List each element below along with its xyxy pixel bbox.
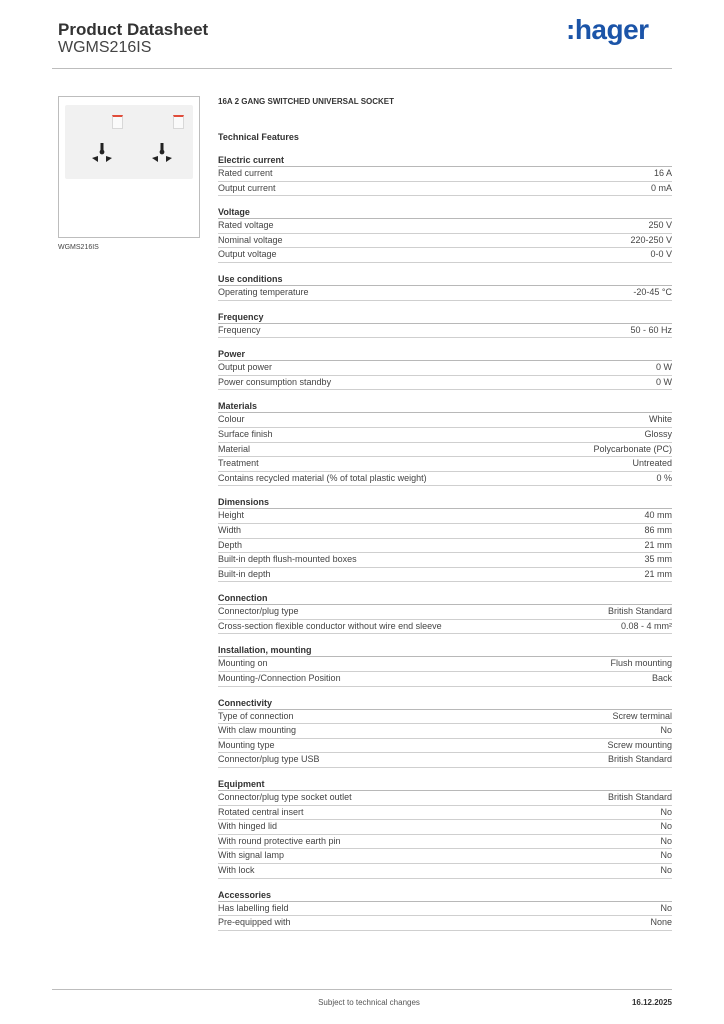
- spec-section: [218, 496, 672, 582]
- section-title: Power: [218, 348, 672, 361]
- header-divider: [52, 68, 672, 69]
- spec-label: With round protective earth pin: [218, 835, 341, 846]
- spec-label: Rotated central insert: [218, 806, 304, 817]
- spec-row: [218, 710, 672, 725]
- spec-label: Width: [218, 524, 242, 535]
- footer-divider: [52, 989, 672, 990]
- spec-label: Pre-equipped with: [218, 917, 291, 928]
- spec-value: Glossy: [644, 428, 672, 439]
- spec-value: No: [660, 835, 672, 846]
- spec-label: With claw mounting: [218, 725, 297, 736]
- spec-label: Colour: [218, 414, 245, 425]
- socket-outlet-right-icon: [149, 141, 175, 167]
- spec-section: [218, 400, 672, 486]
- spec-row: [218, 753, 672, 768]
- spec-row: [218, 902, 672, 917]
- spec-section: [218, 889, 672, 931]
- spec-value: Flush mounting: [610, 658, 672, 669]
- spec-value: 0 %: [656, 472, 672, 483]
- spec-value: British Standard: [607, 754, 672, 765]
- footer-note: Subject to technical changes: [318, 998, 420, 1007]
- spec-section: [218, 348, 672, 390]
- document-title: Product Datasheet: [58, 20, 209, 39]
- spec-section: [218, 273, 672, 301]
- spec-row: [218, 672, 672, 687]
- spec-label: Connector/plug type socket outlet: [218, 792, 352, 803]
- spec-row: [218, 657, 672, 672]
- spec-label: Connector/plug type USB: [218, 754, 320, 765]
- rocker-switch-right: [173, 115, 184, 129]
- spec-value: 86 mm: [644, 524, 672, 535]
- image-caption: WGMS216IS: [58, 244, 99, 251]
- spec-label: Frequency: [218, 324, 261, 335]
- spec-row: [218, 167, 672, 182]
- spec-label: Rated current: [218, 168, 273, 178]
- spec-row: [218, 472, 672, 487]
- spec-label: Treatment: [218, 458, 259, 469]
- spec-label: Material: [218, 443, 251, 454]
- section-title: Equipment: [218, 778, 672, 791]
- spec-row: [218, 539, 672, 554]
- spec-value: None: [650, 917, 672, 928]
- section-title: Voltage: [218, 206, 672, 219]
- spec-label: Operating temperature: [218, 286, 309, 297]
- spec-value: No: [660, 806, 672, 817]
- spec-value: No: [660, 850, 672, 861]
- spec-value: 0 mA: [650, 182, 672, 193]
- spec-value: -20-45 °C: [633, 286, 672, 297]
- spec-row: [218, 509, 672, 524]
- section-title: Materials: [218, 400, 672, 413]
- spec-label: Output voltage: [218, 249, 277, 260]
- spec-value: 50 - 60 Hz: [630, 324, 672, 335]
- spec-value: 35 mm: [644, 554, 672, 565]
- technical-features-heading: Technical Features: [218, 132, 299, 142]
- spec-label: Connector/plug type: [218, 606, 299, 617]
- brand-logo: :hager: [566, 14, 649, 45]
- spec-row: [218, 916, 672, 931]
- spec-row: [218, 524, 672, 539]
- spec-section: [218, 154, 672, 196]
- spec-row: [218, 234, 672, 249]
- spec-row: [218, 820, 672, 835]
- spec-value: Polycarbonate (PC): [593, 443, 672, 454]
- spec-row: [218, 248, 672, 263]
- spec-row: [218, 724, 672, 739]
- section-title: Electric current: [218, 154, 672, 167]
- spec-value: Back: [651, 673, 672, 684]
- spec-row: [218, 428, 672, 443]
- spec-row: [218, 182, 672, 197]
- spec-row: [218, 806, 672, 821]
- spec-row: [218, 849, 672, 864]
- product-code: WGMS216IS: [58, 39, 152, 56]
- spec-label: With lock: [218, 865, 255, 875]
- spec-row: [218, 835, 672, 850]
- spec-row: [218, 553, 672, 568]
- spec-label: Type of connection: [218, 710, 294, 721]
- spec-value: Untreated: [632, 458, 672, 469]
- spec-label: Rated voltage: [218, 220, 274, 231]
- spec-row: [218, 739, 672, 754]
- spec-label: Surface finish: [218, 428, 273, 439]
- product-name: 16A 2 GANG SWITCHED UNIVERSAL SOCKET: [218, 97, 395, 106]
- spec-section: [218, 697, 672, 768]
- spec-section: [218, 778, 672, 879]
- spec-label: Output power: [218, 362, 273, 373]
- spec-row: [218, 443, 672, 458]
- spec-value: No: [660, 902, 672, 913]
- spec-value: 16 A: [653, 168, 672, 178]
- spec-label: Depth: [218, 539, 243, 550]
- section-title: Accessories: [218, 889, 672, 902]
- section-title: Frequency: [218, 311, 672, 324]
- socket-outlet-left-icon: [89, 141, 115, 167]
- spec-label: Cross-section flexible conductor without wire end sleeve: [218, 620, 442, 631]
- spec-value: British Standard: [607, 792, 672, 803]
- spec-section: [218, 311, 672, 339]
- spec-row: [218, 324, 672, 339]
- section-title: Use conditions: [218, 273, 672, 286]
- spec-label: Has labelling field: [218, 902, 289, 913]
- spec-sections: [218, 154, 672, 931]
- footer-date: 16.12.2025: [631, 998, 672, 1007]
- section-title: Connection: [218, 592, 672, 605]
- spec-value: British Standard: [607, 606, 672, 617]
- spec-section: [218, 644, 672, 686]
- section-title: Installation, mounting: [218, 644, 672, 657]
- spec-value: 0 W: [655, 362, 672, 373]
- spec-row: [218, 219, 672, 234]
- spec-label: Power consumption standby: [218, 376, 332, 387]
- spec-row: [218, 605, 672, 620]
- spec-label: Mounting-/Connection Position: [218, 673, 341, 684]
- spec-label: Mounting type: [218, 739, 275, 750]
- section-title: Connectivity: [218, 697, 672, 710]
- spec-value: Screw terminal: [612, 710, 672, 721]
- socket-plate: [65, 105, 193, 179]
- spec-label: Built-in depth flush-mounted boxes: [218, 554, 357, 565]
- spec-value: 220-250 V: [630, 234, 672, 245]
- spec-row: [218, 457, 672, 472]
- spec-row: [218, 568, 672, 583]
- spec-value: No: [660, 725, 672, 736]
- spec-content: [218, 96, 672, 931]
- spec-value: Screw mounting: [607, 739, 672, 750]
- rocker-switch-left: [112, 115, 123, 129]
- spec-value: No: [660, 865, 672, 875]
- spec-value: 250 V: [648, 220, 672, 231]
- spec-label: Contains recycled material (% of total plastic weight): [218, 472, 427, 483]
- spec-row: [218, 376, 672, 391]
- spec-label: With signal lamp: [218, 850, 285, 861]
- spec-label: With hinged lid: [218, 821, 278, 832]
- spec-value: 21 mm: [644, 568, 672, 579]
- spec-label: Output current: [218, 182, 276, 193]
- spec-value: 0.08 - 4 mm²: [620, 620, 672, 631]
- spec-row: [218, 286, 672, 301]
- spec-value: 21 mm: [644, 539, 672, 550]
- spec-row: [218, 791, 672, 806]
- spec-row: [218, 864, 672, 879]
- spec-label: Height: [218, 510, 245, 521]
- spec-label: Nominal voltage: [218, 234, 283, 245]
- section-title: Dimensions: [218, 496, 672, 509]
- product-image: [58, 96, 200, 238]
- spec-value: White: [648, 414, 672, 425]
- spec-value: 40 mm: [644, 510, 672, 521]
- spec-label: Mounting on: [218, 658, 268, 669]
- spec-value: No: [660, 821, 672, 832]
- spec-section: [218, 592, 672, 634]
- spec-value: 0 W: [655, 376, 672, 387]
- spec-row: [218, 413, 672, 428]
- spec-row: [218, 620, 672, 635]
- spec-label: Built-in depth: [218, 568, 271, 579]
- spec-section: [218, 206, 672, 263]
- spec-value: 0-0 V: [650, 249, 672, 260]
- spec-row: [218, 361, 672, 376]
